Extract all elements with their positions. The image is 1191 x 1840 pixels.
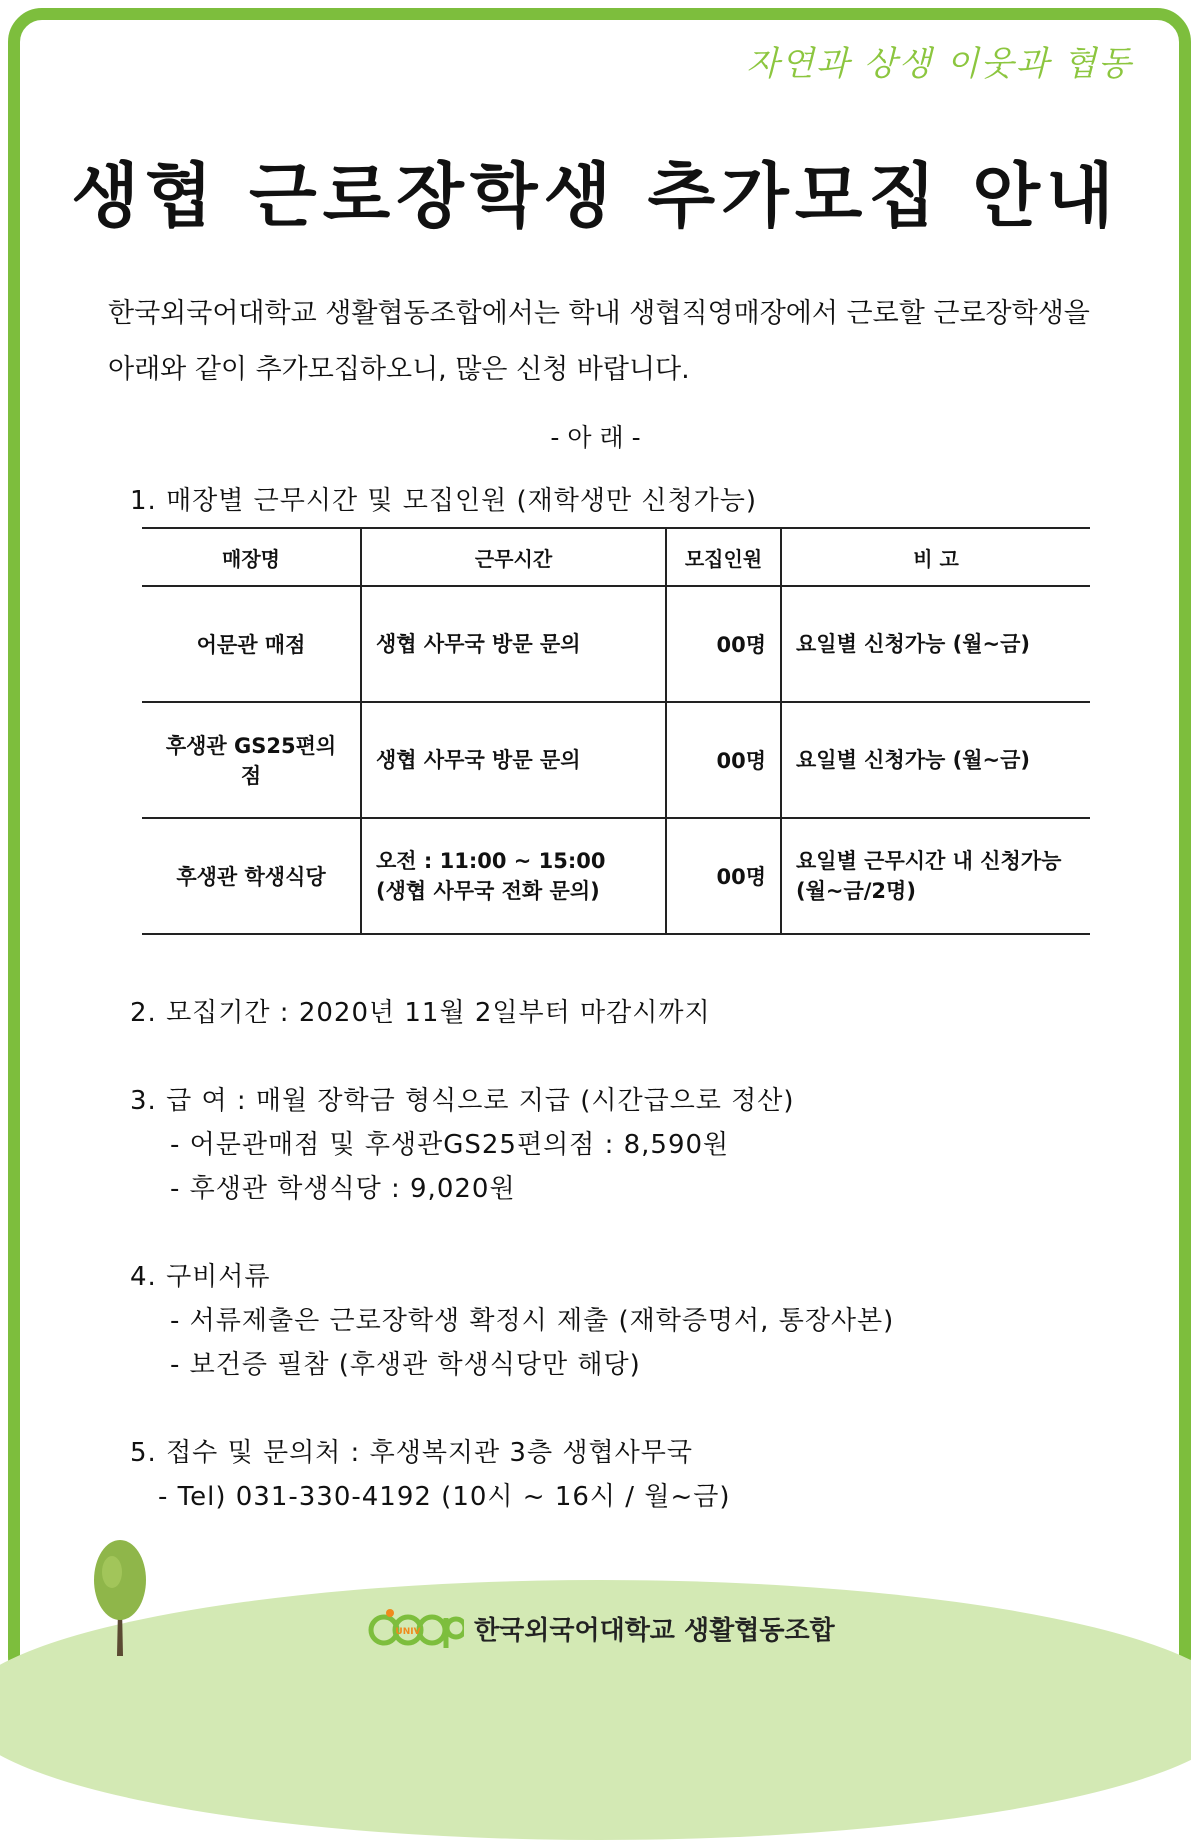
coop-logo-icon [368,1608,464,1648]
work-hours [361,702,666,818]
note [781,702,1090,818]
section-4-item-1: - 서류제출은 근로장학생 확정시 제출 (재학증명서, 통장사본) [170,1306,895,1336]
section-3-item-1: - 어문관매점 및 후생관GS25편의점 : 8,590원 [170,1130,730,1160]
intro-line-2: 아래와 같이 추가모집하오니, 많은 신청 바랍니다. [108,354,690,385]
logo-text: UNIV [395,1627,421,1637]
work-hours-line1: 오전 : 11:00 ~ 15:00 [376,849,606,873]
org-name: 한국외국어대학교 생활협동조합 [474,1615,835,1646]
store-name: 어문관 매점 [142,586,361,702]
table-row [142,586,1090,702]
note-line1: 요일별 신청가능 (월~금) [796,748,1030,772]
note [781,586,1090,702]
intro-text [108,286,1098,398]
work-hours-line1: 생협 사무국 방문 문의 [376,632,581,656]
tree-icon [90,1538,150,1658]
recruit-count: 00명 [666,586,781,702]
arae-label: - 아 래 - [550,423,641,452]
work-hours [361,586,666,702]
col-hours: 근무시간 [361,528,666,586]
work-hours-line1: 생협 사무국 방문 문의 [376,748,581,772]
page-title: 생협 근로장학생 추가모집 안내 [71,155,1120,237]
section-5-heading: 5. 접수 및 문의처 : 후생복지관 3층 생협사무국 [130,1438,693,1468]
section-5-item-1: - Tel) 031-330-4192 (10시 ~ 16시 / 월~금) [158,1482,731,1512]
recruit-count: 00명 [666,702,781,818]
note [781,818,1090,934]
recruit-count: 00명 [666,818,781,934]
store-name: 후생관 학생식당 [142,818,361,934]
work-hours-line2: (생협 사무국 전화 문의) [376,879,600,903]
table-row [142,702,1090,818]
col-note: 비 고 [781,528,1090,586]
store-table [142,527,1090,935]
footer-logo [368,1608,835,1648]
section-3-heading: 3. 급 여 : 매월 장학금 형식으로 지급 (시간급으로 정산) [130,1086,795,1116]
section-2-heading: 2. 모집기간 : 2020년 11월 2일부터 마감시까지 [130,998,711,1028]
table-header-row [142,528,1090,586]
note-line1: 요일별 신청가능 (월~금) [796,632,1030,656]
store-name: 후생관 GS25편의점 [142,702,361,818]
slogan: 자연과 상생 이웃과 협동 [746,44,1133,84]
section-3-item-2: - 후생관 학생식당 : 9,020원 [170,1174,516,1204]
section-4-item-2: - 보건증 필참 (후생관 학생식당만 해당) [170,1350,641,1380]
table-row [142,818,1090,934]
note-line1: 요일별 근무시간 내 신청가능 [796,849,1062,873]
intro-line-1: 한국외국어대학교 생활협동조합에서는 학내 생협직영매장에서 근로할 근로장학생을 [108,298,1090,329]
work-hours [361,818,666,934]
col-count: 모집인원 [666,528,781,586]
section-1-heading: 1. 매장별 근무시간 및 모집인원 (재학생만 신청가능) [130,486,758,516]
col-store: 매장명 [142,528,361,586]
note-line2: (월~금/2명) [796,879,916,903]
section-4-heading: 4. 구비서류 [130,1262,271,1292]
